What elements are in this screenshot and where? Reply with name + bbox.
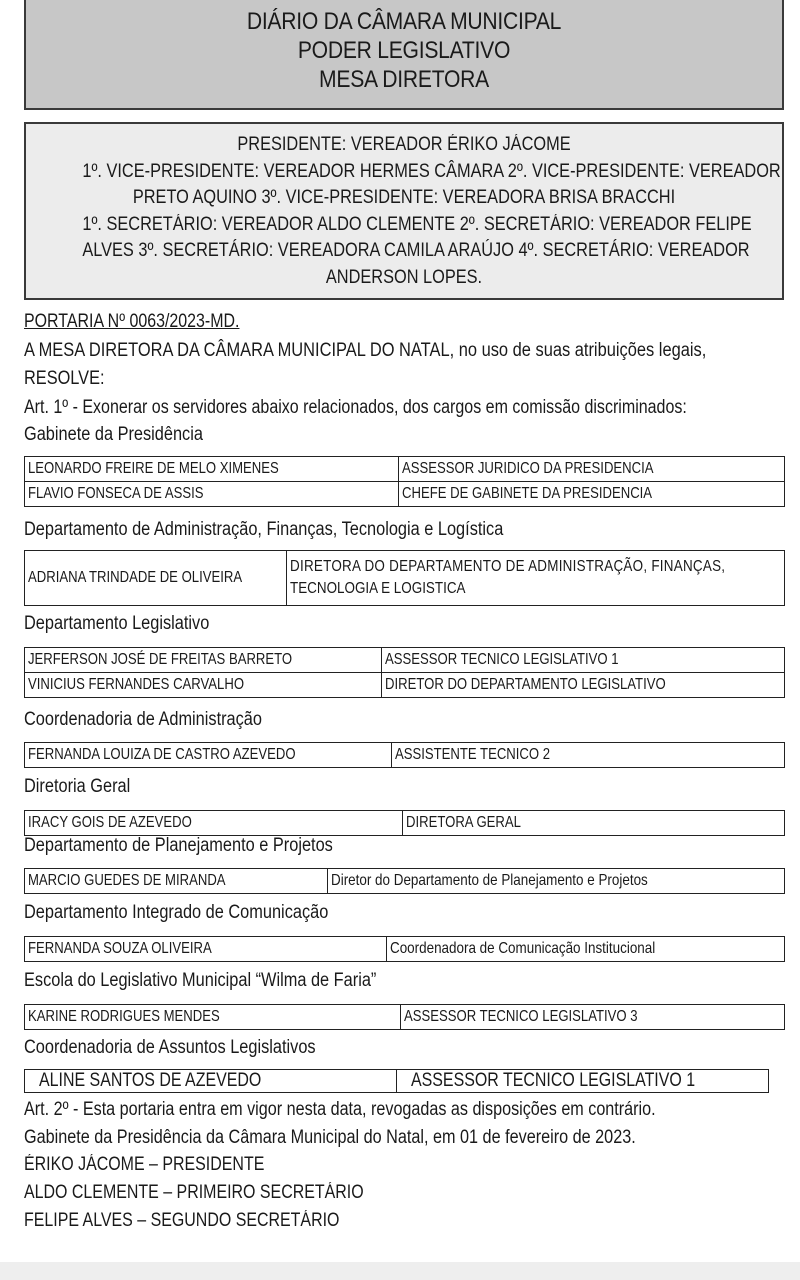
page-bottom-strip: [0, 1262, 800, 1280]
server-role: ASSISTENTE TECNICO 2: [392, 743, 785, 768]
server-name: ADRIANA TRINDADE DE OLIVEIRA: [25, 551, 287, 606]
server-name: LEONARDO FREIRE DE MELO XIMENES: [25, 457, 399, 482]
portaria-title: PORTARIA Nº 0063/2023-MD.: [24, 311, 240, 332]
server-role: DIRETOR DO DEPARTAMENTO LEGISLATIVO: [382, 673, 785, 698]
place-and-date: Gabinete da Presidência da Câmara Municipal do Natal, em 01 de fevereiro de 2023.: [24, 1127, 636, 1148]
exoneration-table: [24, 868, 785, 894]
portaria-article-2: Art. 2º - Esta portaria entra em vigor nesta data, revogadas as disposições em contrário.: [24, 1099, 656, 1120]
table-row: [25, 482, 785, 507]
server-role: DIRETORA GERAL: [403, 811, 785, 836]
server-name: FERNANDA LOUIZA DE CASTRO AZEVEDO: [25, 743, 392, 768]
portaria-intro: A MESA DIRETORA DA CÂMARA MUNICIPAL DO NATAL, no uso de suas atribuições legais,: [24, 340, 707, 361]
section-title: Departamento de Administração, Finanças, Tecnologia e Logística: [24, 519, 504, 540]
table-row: [25, 1070, 769, 1093]
server-name: FERNANDA SOUZA OLIVEIRA: [25, 937, 387, 962]
masthead-line-3: MESA DIRETORA: [319, 66, 489, 93]
server-name: VINICIUS FERNANDES CARVALHO: [25, 673, 382, 698]
mesa-line: 1º. VICE-PRESIDENTE: VEREADOR HERMES CÂMARA 2º. VICE-PRESIDENTE: VEREADOR: [82, 160, 781, 182]
table-row: [25, 551, 785, 606]
server-role: ASSESSOR TECNICO LEGISLATIVO 3: [401, 1005, 785, 1030]
portaria-resolve: RESOLVE:: [24, 368, 105, 389]
table-row: [25, 673, 785, 698]
server-role: Diretor do Departamento de Planejamento e Projetos: [328, 869, 785, 894]
portaria-article-1: Art. 1º - Exonerar os servidores abaixo relacionados, dos cargos em comissão discriminados:: [24, 397, 687, 418]
section-title: Coordenadoria de Assuntos Legislativos: [24, 1037, 316, 1058]
exoneration-table: [24, 647, 785, 698]
table-row: [25, 743, 785, 768]
table-row: [25, 1005, 785, 1030]
section-title: Departamento de Planejamento e Projetos: [24, 835, 333, 856]
section-title: Gabinete da Presidência: [24, 424, 203, 445]
server-role: CHEFE DE GABINETE DA PRESIDENCIA: [399, 482, 785, 507]
signature-president: ÉRIKO JÁCOME – PRESIDENTE: [24, 1154, 265, 1175]
server-role: ASSESSOR TECNICO LEGISLATIVO 1: [397, 1070, 769, 1093]
section-title: Departamento Legislativo: [24, 613, 210, 634]
section-title: Departamento Integrado de Comunicação: [24, 902, 329, 923]
table-row: [25, 811, 785, 836]
server-name: JERFERSON JOSÉ DE FREITAS BARRETO: [25, 648, 382, 673]
exoneration-table: [24, 456, 785, 507]
server-name: IRACY GOIS DE AZEVEDO: [25, 811, 403, 836]
mesa-line: ANDERSON LOPES.: [325, 266, 483, 288]
masthead-line-2: PODER LEGISLATIVO: [297, 37, 511, 64]
server-role: ASSESSOR JURIDICO DA PRESIDENCIA: [399, 457, 785, 482]
exoneration-table: [24, 550, 785, 606]
server-name: FLAVIO FONSECA DE ASSIS: [25, 482, 399, 507]
server-name: MARCIO GUEDES DE MIRANDA: [25, 869, 328, 894]
section-title: Escola do Legislativo Municipal “Wilma de Faria”: [24, 970, 377, 991]
server-name: ALINE SANTOS DE AZEVEDO: [25, 1070, 397, 1093]
mesa-line: ALVES 3º. SECRETÁRIO: VEREADORA CAMILA ARAÚJO 4º. SECRETÁRIO: VEREADOR: [82, 240, 750, 262]
server-role: [287, 551, 785, 606]
exoneration-table: [24, 742, 785, 768]
server-role: Coordenadora de Comunicação Institucional: [387, 937, 785, 962]
masthead-line-1: DIÁRIO DA CÂMARA MUNICIPAL: [246, 8, 562, 35]
signature-second-secretary: FELIPE ALVES – SEGUNDO SECRETÁRIO: [24, 1210, 340, 1231]
server-role: ASSESSOR TECNICO LEGISLATIVO 1: [382, 648, 785, 673]
table-row: [25, 648, 785, 673]
exoneration-table: [24, 936, 785, 962]
mesa-diretora-box: [24, 122, 784, 300]
server-role-line: DIRETORA DO DEPARTAMENTO DE ADMINISTRAÇÃO, FINANÇAS,: [290, 558, 726, 575]
exoneration-table: [24, 810, 785, 836]
section-title: Coordenadoria de Administração: [24, 709, 262, 730]
mesa-line: PRESIDENTE: VEREADOR ÉRIKO JÁCOME: [237, 134, 571, 155]
server-name: KARINE RODRIGUES MENDES: [25, 1005, 401, 1030]
table-row: [25, 457, 785, 482]
server-role-line: TECNOLOGIA E LOGISTICA: [290, 580, 466, 597]
mesa-line: 1º. SECRETÁRIO: VEREADOR ALDO CLEMENTE 2º. SECRETÁRIO: VEREADOR FELIPE: [82, 213, 752, 235]
table-row: [25, 937, 785, 962]
table-row: [25, 869, 785, 894]
mesa-line: PRETO AQUINO 3º. VICE-PRESIDENTE: VEREADORA BRISA BRACCHI: [132, 187, 676, 209]
section-title: Diretoria Geral: [24, 776, 131, 797]
exoneration-table: [24, 1069, 769, 1093]
exoneration-table: [24, 1004, 785, 1030]
signature-first-secretary: ALDO CLEMENTE – PRIMEIRO SECRETÁRIO: [24, 1182, 364, 1203]
masthead: [24, 0, 784, 110]
